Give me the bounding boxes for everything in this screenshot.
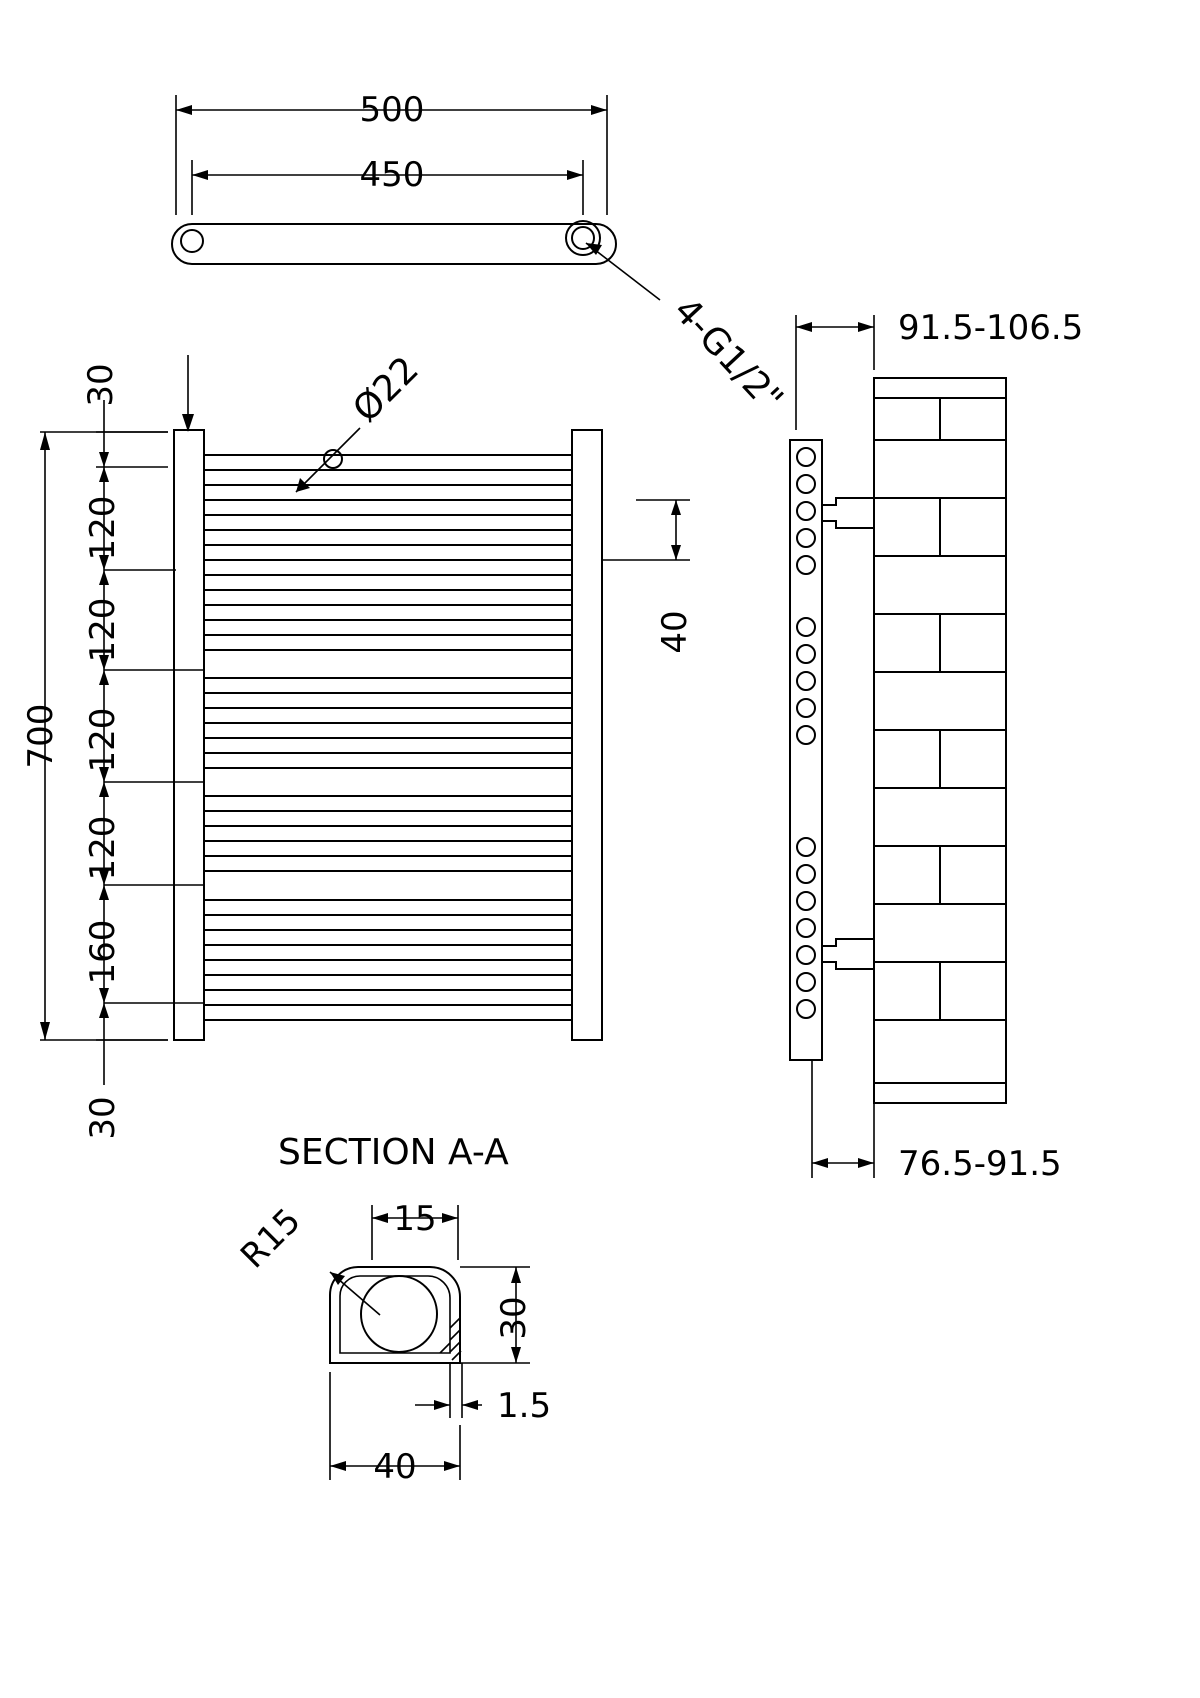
dim-spacing-5: 160 [83, 919, 123, 985]
section-view [233, 1132, 551, 1487]
top-view [172, 90, 791, 420]
dim-section-1-5: 1.5 [497, 1386, 552, 1426]
dim-spacing-4: 120 [83, 815, 123, 881]
dim-spacing-1: 120 [83, 495, 123, 561]
side-view [790, 308, 1083, 1184]
section-title: SECTION A-A [278, 1132, 509, 1173]
dim-bottom-offset: 30 [83, 1096, 123, 1140]
dim-spacing-3: 120 [83, 707, 123, 773]
dim-spacing-2: 120 [83, 597, 123, 663]
front-view [21, 349, 695, 1140]
dim-depth-upper: 91.5-106.5 [898, 308, 1084, 348]
dim-section-40: 40 [373, 1447, 417, 1487]
label-tube-diameter: Ø22 [345, 348, 427, 431]
dim-height-overall: 700 [21, 703, 61, 769]
dim-section-15: 15 [393, 1199, 437, 1239]
dim-depth-lower: 76.5-91.5 [898, 1144, 1062, 1184]
dim-section-30: 30 [494, 1296, 534, 1340]
label-connection: 4-G1/2" [665, 290, 791, 421]
dim-bracket-40: 40 [655, 610, 695, 654]
dim-top-offset: 30 [81, 363, 121, 407]
dim-section-r15: R15 [233, 1200, 309, 1277]
dim-width-centres: 450 [359, 155, 425, 195]
dim-width-overall: 500 [359, 90, 425, 130]
